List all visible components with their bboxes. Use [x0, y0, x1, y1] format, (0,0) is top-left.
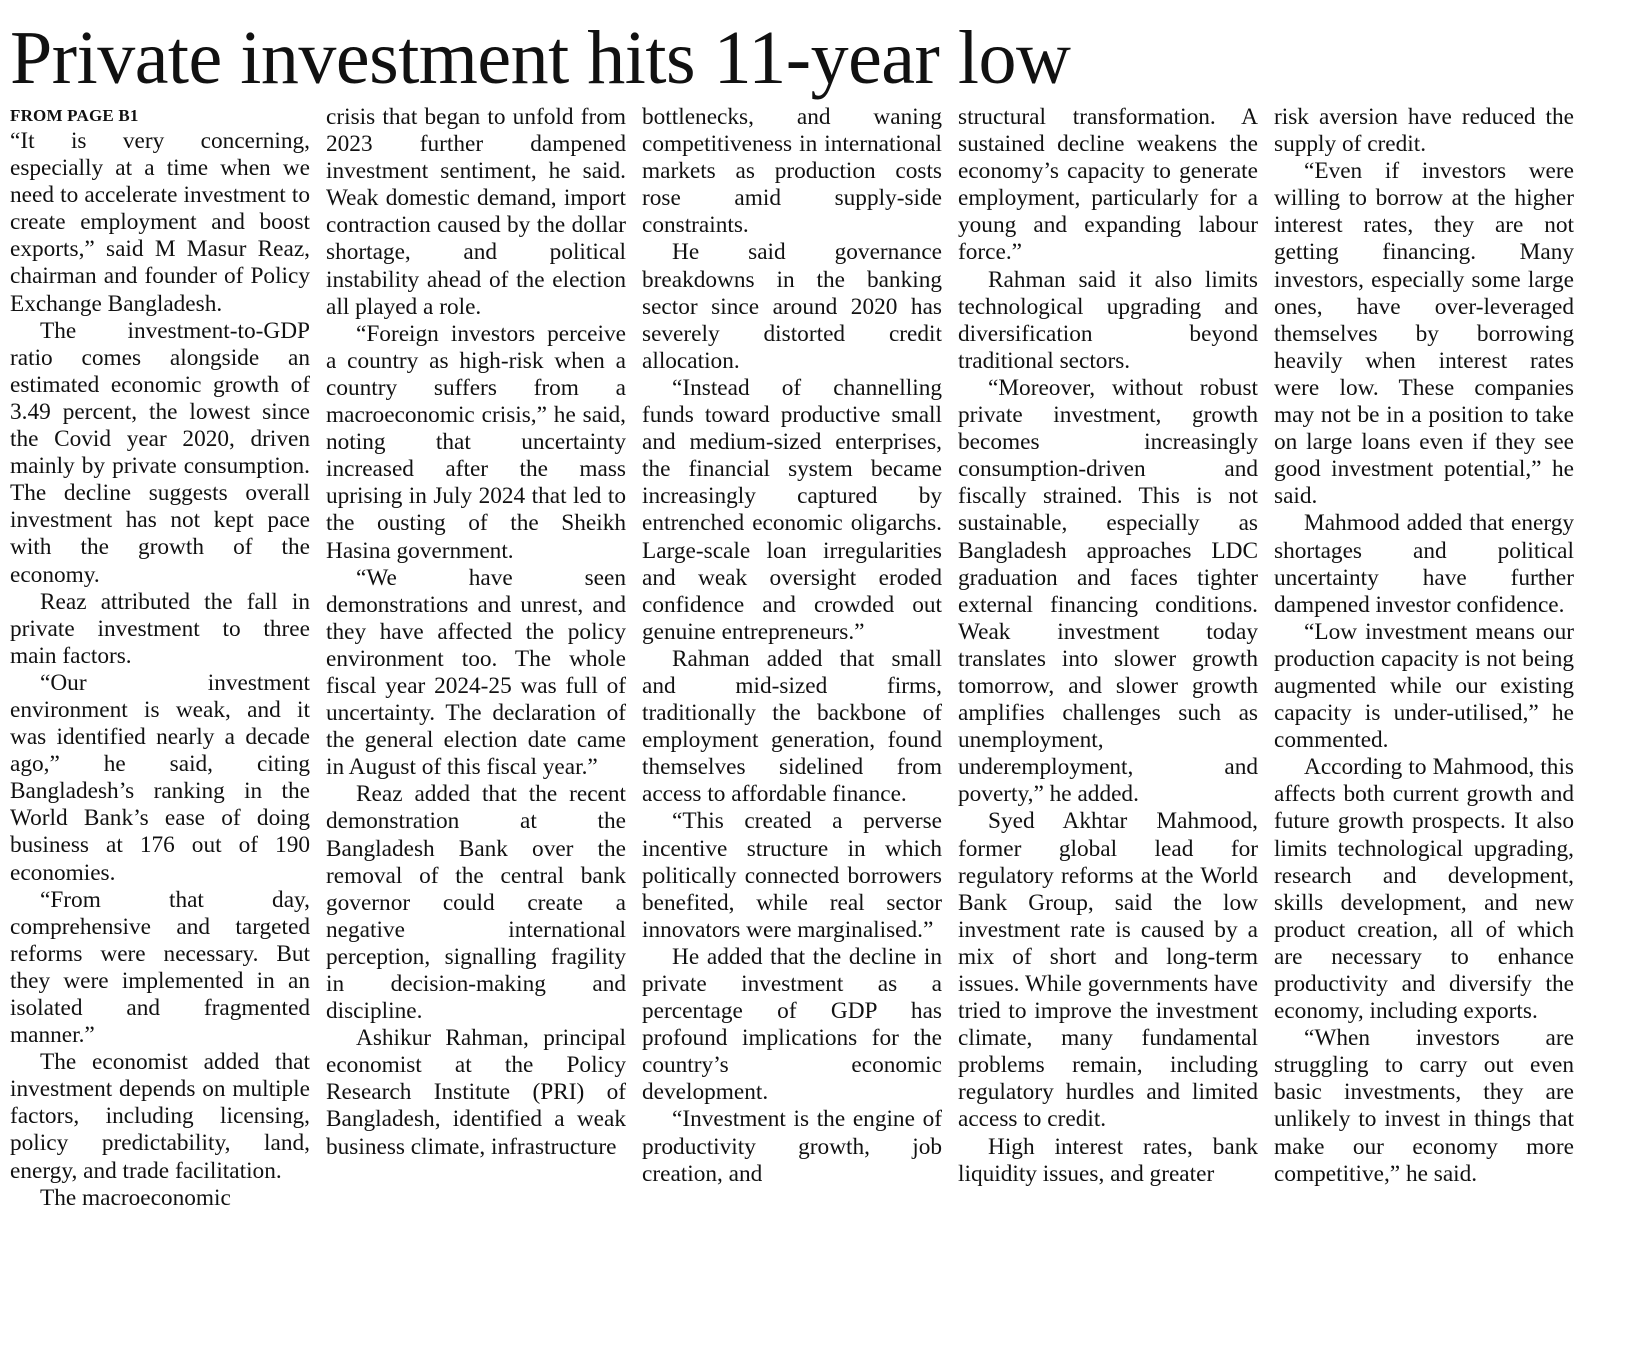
paragraph: “It is very concerning, especially at a time when we need to accelerate investment to create employment and boost exports,” said M Masur Reaz, chairman and founder of Policy Exchange Bangladesh. [10, 128, 310, 317]
article-column-3 [642, 104, 942, 1340]
paragraph: Syed Akhtar Mahmood, former global lead for regulatory reforms at the World Bank Group, said the low investment rate is caused by a mix of short and long-term issues. While governments have tried to improve the investment climate, many fundamental problems remain, including regulatory hurdles and limited access to credit. [958, 808, 1258, 1133]
article-column-1 [10, 104, 310, 1340]
paragraph: “Moreover, without robust private investment, growth becomes increasingly consumption-driven and fiscally strained. This is not sustainable, especially as Bangladesh approaches LDC graduation and faces tighter external financing conditions. Weak investment today translates into slower growth tomorrow, and slower growth amplifies challenges such as unemployment, underemployment, and poverty,” he added. [958, 374, 1258, 808]
paragraph: Reaz attributed the fall in private investment to three main factors. [10, 588, 310, 669]
paragraph: “When investors are struggling to carry out even basic investments, they are unlikely to invest in things that make our economy more competitive,” he said. [1274, 1025, 1574, 1187]
headline: Private investment hits 11-year low [10, 16, 1071, 100]
paragraph: “Foreign investors perceive a country as high-risk when a country suffers from a macroeconomic crisis,” he said, noting that uncertainty increased after the mass uprising in July 2024 that led to the ousting of the Sheikh Hasina government. [326, 320, 626, 564]
paragraph: “Even if investors were willing to borrow at the higher interest rates, they are not getting financing. Many investors, especially some large ones, have over-leveraged themselves by borrowing heavily when interest rates were low. These companies may not be in a position to take on large loans even if they see good investment potential,” he said. [1274, 158, 1574, 510]
paragraph: According to Mahmood, this affects both current growth and future growth prospects. It also limits technological upgrading, research and development, skills development, and new product creation, all of which are necessary to enhance productivity and diversify the economy, including exports. [1274, 754, 1574, 1025]
paragraph: He added that the decline in private investment as a percentage of GDP has profound implications for the country’s economic development. [642, 943, 942, 1106]
paragraph: “Our investment environment is weak, and it was identified nearly a decade ago,” he said, citing Bangladesh’s ranking in the World Bank’s ease of doing business at 176 out of 190 economies. [10, 669, 310, 886]
dateline: FROM PAGE B1 [10, 106, 139, 125]
paragraph: Rahman said it also limits technological upgrading and diversification beyond traditional sectors. [958, 266, 1258, 374]
paragraph: “This created a perverse incentive structure in which politically connected borrowers benefited, while real sector innovators were marginalised.” [642, 808, 942, 943]
paragraph: crisis that began to unfold from 2023 further dampened investment sentiment, he said. Weak domestic demand, import contraction caused by the dollar shortage, and political instability ahead of the election all played a role. [326, 104, 626, 320]
paragraph: Rahman added that small and mid-sized firms, traditionally the backbone of employment generation, found themselves sidelined from access to affordable finance. [642, 645, 942, 808]
paragraph: Mahmood added that energy shortages and political uncertainty have further dampened investor confidence. [1274, 510, 1574, 618]
paragraph: “Investment is the engine of productivity growth, job creation, and [642, 1106, 942, 1187]
paragraph: The macroeconomic [40, 1184, 231, 1211]
article-body [10, 104, 1624, 1340]
paragraph: The investment-to-GDP ratio comes alongside an estimated economic growth of 3.49 percent, the lowest since the Covid year 2020, driven mainly by private consumption. The decline suggests overall investment has not kept pace with the growth of the economy. [10, 317, 310, 588]
paragraph: structural transformation. A sustained decline weakens the economy’s capacity to generate employment, particularly for a young and expanding labour force.” [958, 104, 1258, 266]
paragraph: “From that day, comprehensive and targeted reforms were necessary. But they were implemented in an isolated and fragmented manner.” [10, 886, 310, 1049]
article-column-5 [1274, 104, 1574, 1340]
paragraph: “Low investment means our production capacity is not being augmented while our existing capacity is under-utilised,” he commented. [1274, 618, 1574, 754]
paragraph: Ashikur Rahman, principal economist at the Policy Research Institute (PRI) of Bangladesh, identified a weak business climate, infrastructure [326, 1025, 626, 1160]
paragraph: High interest rates, bank liquidity issues, and greater [958, 1133, 1258, 1187]
paragraph: “Instead of channelling funds toward productive small and medium-sized enterprises, the financial system became increasingly captured by entrenched economic oligarchs. Large-scale loan irregularities and weak oversight eroded confidence and crowded out genuine entrepreneurs.” [642, 374, 942, 645]
paragraph: The economist added that investment depends on multiple factors, including licensing, policy predictability, land, energy, and trade facilitation. [10, 1049, 310, 1184]
paragraph: risk aversion have reduced the supply of credit. [1274, 104, 1574, 158]
paragraph: He said governance breakdowns in the banking sector since around 2020 has severely distorted credit allocation. [642, 239, 942, 374]
article-column-4 [958, 104, 1258, 1340]
article-column-2 [326, 104, 626, 1340]
paragraph: “We have seen demonstrations and unrest, and they have affected the policy environment too. The whole fiscal year 2024-25 was full of uncertainty. The declaration of the general election date came in August of this fiscal year.” [326, 564, 626, 781]
paragraph: Reaz added that the recent demonstration at the Bangladesh Bank over the removal of the central bank governor could create a negative international perception, signalling fragility in decision-making and discipline. [326, 781, 626, 1025]
paragraph: bottlenecks, and waning competitiveness in international markets as production costs rose amid supply-side constraints. [642, 104, 942, 239]
